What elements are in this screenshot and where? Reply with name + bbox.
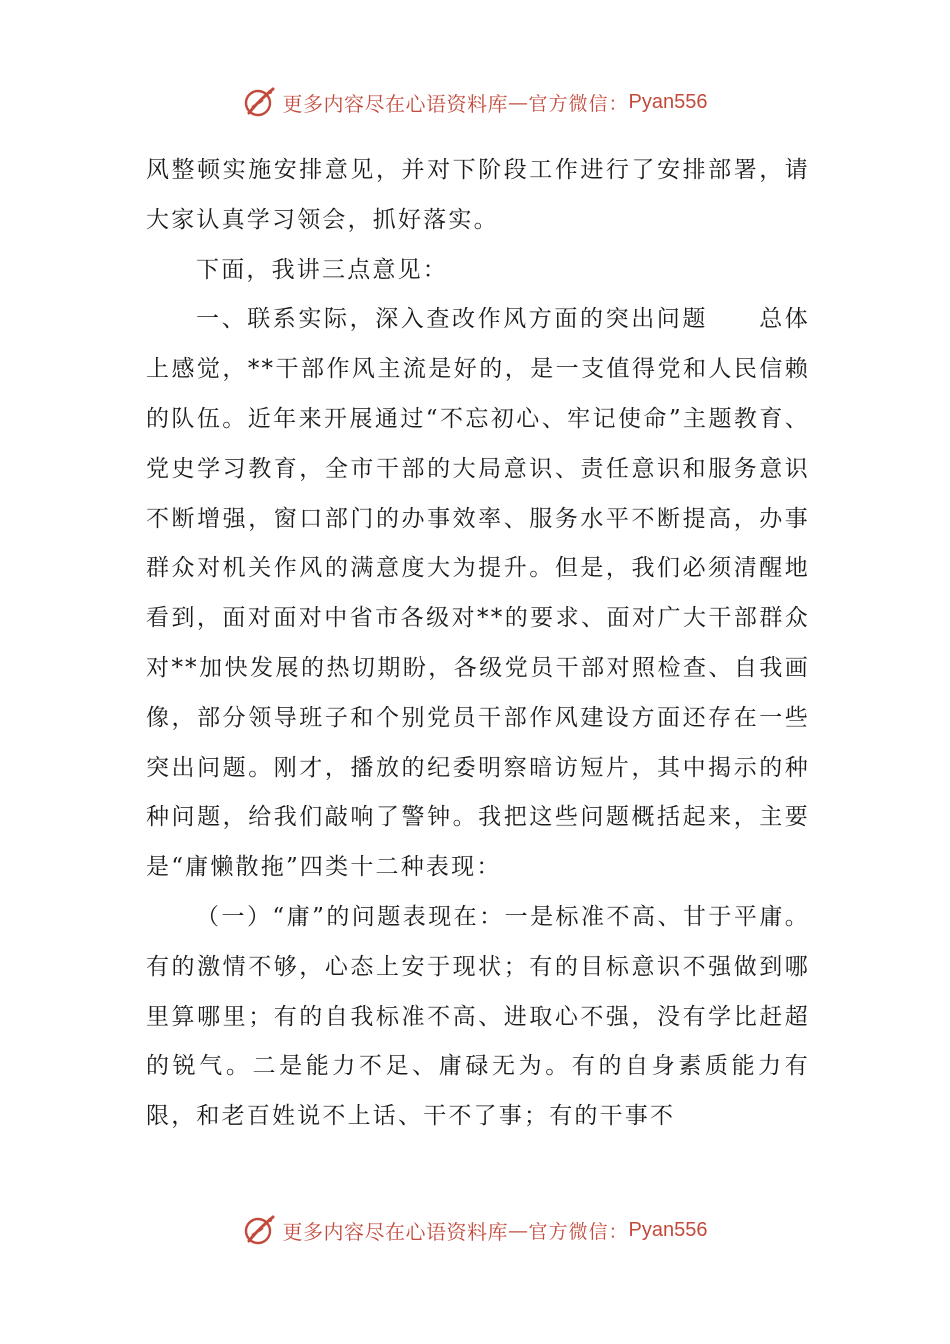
header-watermark-banner (0, 82, 950, 122)
brush-logo-icon (243, 85, 277, 119)
document-body (146, 146, 810, 1142)
paragraph-continuation: 风整顿实施安排意见，并对下阶段工作进行了安排部署，请大家认真学习领会，抓好落实。 (146, 157, 810, 233)
paragraph-section-one: 一、联系实际，深入查改作风方面的突出问题 总体上感觉，**干部作风主流是好的，是一支值得党和人民信赖的队伍。近年来开展通过“不忘初心、牢记使命”主题教育、党史学习教育，全市干部的大局意识、责任意识和服务意识不断增强，窗口部门的办事效率、服务水平不断提高，办事群众对机关作风的满意度大为提升。但是，我们必须清醒地看到，面对面对中省市各级对**的要求、面对广大干部群众对**加快发展的热切期盼，各级党员干部对照检查、自我画像，部分领导班子和个别党员干部作风建设方面还存在一些突出问题。刚才，播放的纪委明察暗访短片，其中揭示的种种问题，给我们敲响了警钟。我把这些问题概括起来，主要是“庸懒散拖”四类十二种表现： (146, 306, 810, 881)
banner-sub-text: 官方微信： (528, 92, 629, 115)
brush-logo-icon (243, 1213, 277, 1247)
banner-main-text: 更多内容尽在心语资料库 (282, 91, 508, 116)
banner-dash: — (508, 1218, 529, 1242)
banner-dash: — (508, 90, 529, 114)
paragraph-intro: 下面，我讲三点意见： (196, 256, 448, 283)
banner-wechat-id: Pyan556 (628, 1218, 708, 1241)
paragraph-subsection-yong: （一）“庸”的问题表现在：一是标准不高、甘于平庸。有的激情不够，心态上安于现状；有的目标意识不强做到哪里算哪里；有的自我标准不高、进取心不强，没有学比赶超的锐气。二是能力不足、庸碌无为。有的自身素质能力有限，和老百姓说不上话、干不了事；有的干事不 (146, 903, 810, 1130)
banner-sub-text: 官方微信： (528, 1220, 629, 1243)
banner-wechat-id: Pyan556 (628, 90, 708, 113)
banner-main-text: 更多内容尽在心语资料库 (282, 1219, 508, 1244)
footer-watermark-banner (0, 1210, 950, 1250)
